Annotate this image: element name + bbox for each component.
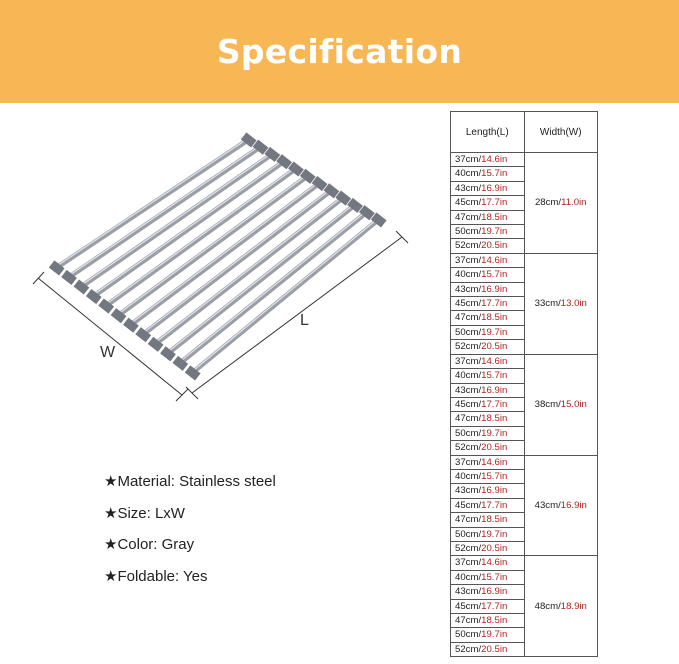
rack-end-caps-back [241,132,387,227]
width-inch: 11.0in [561,197,587,209]
length-cm: 37cm/ [455,355,482,367]
length-inch: 17.7in [481,298,508,310]
length-inch: 15.7in [481,571,508,583]
width-inch: 16.9in [560,499,587,511]
length-cell [451,383,525,397]
length-inch: 14.6in [481,154,508,165]
feature-text: Material: Stainless steel [117,473,276,490]
length-cell [451,340,525,354]
length-inch: 16.9in [481,384,508,396]
length-cm: 45cm/ [455,398,482,410]
length-cm: 52cm/ [455,442,482,454]
length-inch: 20.5in [481,542,508,554]
length-inch: 20.5in [481,442,508,454]
width-cm: 38cm/ [534,399,561,411]
length-cm: 45cm/ [455,600,482,612]
rack-end-caps-front [49,260,201,380]
width-cell [524,354,598,455]
length-inch: 18.5in [481,211,508,223]
rack-rod-highlight [68,146,259,276]
length-cell [451,397,525,411]
length-cell [451,570,525,584]
length-cm: 47cm/ [455,211,482,223]
rack-rods [56,139,378,374]
length-inch: 15.7in [481,269,508,281]
length-inch: 15.7in [481,370,508,382]
feature-item [104,535,276,567]
length-cm: 50cm/ [455,629,482,641]
width-dimension-tick-end [176,389,188,401]
length-dimension-tick-end [396,231,408,243]
length-cell [451,484,525,498]
length-cell [451,181,525,195]
length-cell [451,585,525,599]
length-cm: 47cm/ [455,615,482,626]
length-cm: 37cm/ [455,254,482,266]
table-row [451,556,598,570]
length-cm: 47cm/ [455,413,482,425]
length-inch: 15.7in [481,168,508,180]
length-inch: 18.5in [481,312,508,324]
table-row [451,354,598,368]
length-cm: 50cm/ [455,326,482,338]
length-inch: 17.7in [481,197,508,209]
length-cell [451,282,525,296]
length-cell [451,239,525,253]
length-inch: 14.6in [481,254,508,266]
length-cell [451,642,525,656]
length-cm: 43cm/ [455,586,482,598]
length-label: L [300,312,309,329]
length-inch: 16.9in [481,182,508,194]
star-icon: ★ [104,567,118,585]
length-cell [451,556,525,570]
title-banner [0,0,679,103]
length-cm: 52cm/ [455,542,482,554]
length-inch: 15.7in [481,470,508,482]
feature-item [104,567,276,599]
length-cell [451,354,525,368]
width-cm: 43cm/ [534,499,561,511]
star-icon: ★ [104,473,118,490]
length-inch: 17.7in [481,499,508,511]
length-cm: 45cm/ [455,197,482,209]
feature-text: Foldable: Yes [117,567,208,585]
length-cell [451,325,525,339]
star-icon: ★ [104,536,118,553]
rack-rod [56,140,248,268]
length-cell [451,225,525,239]
table-row [451,253,598,267]
length-cm: 45cm/ [455,499,482,511]
length-cell [451,527,525,541]
length-header: Length(L) [451,112,525,153]
length-inch: 17.7in [481,600,508,612]
length-inch: 18.5in [481,413,508,425]
feature-text: Color: Gray [117,536,195,553]
length-cell [451,513,525,527]
drying-rack-diagram [20,125,430,415]
length-cell [451,253,525,267]
length-inch: 16.9in [481,283,508,295]
length-cm: 47cm/ [455,312,482,324]
length-cell [451,210,525,224]
length-cm: 37cm/ [455,154,482,165]
length-cm: 37cm/ [455,557,482,569]
length-cell [451,426,525,440]
width-label: W [100,344,116,361]
size-table [450,111,598,657]
length-cell [451,297,525,311]
length-dimension-line [192,237,402,393]
length-cm: 40cm/ [455,571,482,583]
length-cell [451,628,525,642]
length-inch: 18.5in [481,615,508,626]
width-inch: 15.0in [560,399,587,411]
length-cm: 45cm/ [455,298,482,310]
length-cm: 40cm/ [455,269,482,281]
feature-text: Size: LxW [117,504,185,522]
length-cm: 52cm/ [455,341,482,353]
length-cm: 43cm/ [455,182,482,194]
length-cell [451,469,525,483]
length-inch: 14.6in [481,355,508,367]
length-cell [451,153,525,167]
width-dimension-tick-start [33,272,44,284]
rack-rod-highlight [81,153,272,286]
length-cell [451,614,525,628]
feature-item [104,472,276,504]
length-inch: 16.9in [481,485,508,497]
width-cm: 33cm/ [534,298,561,310]
length-cm: 50cm/ [455,528,482,540]
length-inch: 14.6in [481,557,508,569]
length-dimension-tick-start [186,387,198,399]
star-icon: ★ [104,504,118,522]
length-cm: 40cm/ [455,370,482,382]
table-header-row [451,112,598,153]
length-inch: 17.7in [481,398,508,410]
length-inch: 20.5in [481,643,508,655]
width-header: Width(W) [524,112,598,153]
length-cm: 47cm/ [455,514,482,526]
length-inch: 19.7in [481,629,508,641]
length-inch: 19.7in [481,326,508,338]
length-cell [451,541,525,555]
length-cell [451,455,525,469]
length-cm: 43cm/ [455,384,482,396]
length-cell [451,311,525,325]
feature-item [104,504,276,536]
length-cm: 50cm/ [455,226,482,238]
length-cell [451,599,525,613]
width-dimension-line [38,278,182,395]
table-row [451,153,598,167]
width-cell [524,153,598,254]
length-cm: 50cm/ [455,427,482,439]
length-cell [451,268,525,282]
length-inch: 14.6in [481,456,508,468]
length-cm: 52cm/ [455,240,482,252]
length-cm: 43cm/ [455,283,482,295]
length-inch: 18.5in [481,514,508,526]
length-inch: 20.5in [481,240,508,252]
length-cm: 40cm/ [455,470,482,482]
length-cell [451,498,525,512]
width-cm: 28cm/ [534,197,562,209]
width-inch: 18.9in [560,600,587,612]
length-cell [451,167,525,181]
length-inch: 19.7in [481,226,508,238]
length-cell [451,196,525,210]
length-inch: 19.7in [481,528,508,540]
rack-rod-highlight [56,139,248,267]
length-cm: 52cm/ [455,643,482,655]
length-cell [451,369,525,383]
page-title: Specification [216,32,463,71]
length-cm: 37cm/ [455,456,482,468]
length-cm: 43cm/ [455,485,482,497]
width-cm: 48cm/ [534,600,561,612]
length-inch: 16.9in [481,586,508,598]
length-inch: 19.7in [481,427,508,439]
width-inch: 13.0in [560,298,587,310]
length-cell [451,441,525,455]
width-cell [524,556,598,657]
length-inch: 20.5in [481,341,508,353]
width-cell [524,455,598,556]
table-row [451,455,598,469]
length-cm: 40cm/ [455,168,482,180]
feature-list [104,472,276,598]
width-cell [524,253,598,354]
length-cell [451,412,525,426]
